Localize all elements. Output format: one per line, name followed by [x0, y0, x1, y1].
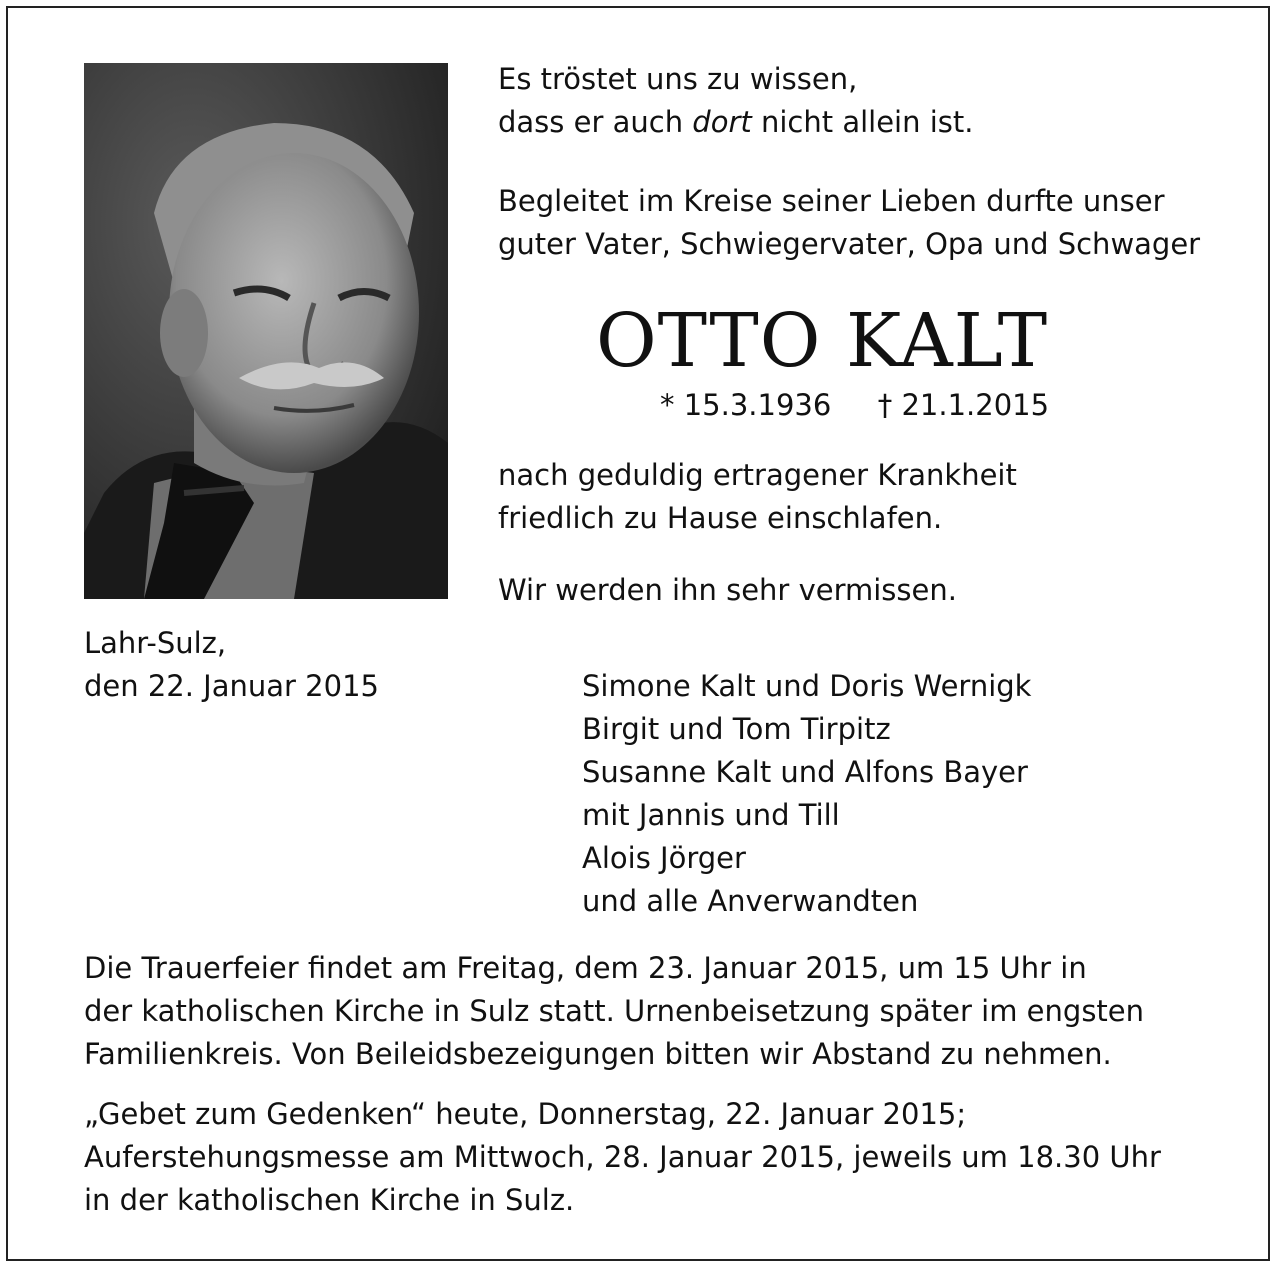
funeral-line: Familienkreis. Von Beileidsbezeigungen bitten wir Abstand zu nehmen. [84, 1037, 1112, 1071]
verse-line-2 [498, 101, 973, 144]
death-date: 21.1.2015 [901, 388, 1050, 422]
intro-line-2: guter Vater, Schwiegervater, Opa und Schwager [498, 227, 1201, 261]
funeral-notice [84, 947, 1144, 1076]
portrait-photo [84, 63, 448, 599]
prayer-line: in der katholischen Kirche in Sulz. [84, 1183, 575, 1217]
funeral-line: Die Trauerfeier findet am Freitag, dem 23. Januar 2015, um 15 Uhr in [84, 951, 1087, 985]
death-symbol: † [877, 388, 893, 422]
mourner-line: Alois Jörger [582, 841, 746, 875]
prayer-line: „Gebet zum Gedenken“ heute, Donnerstag, 22. Januar 2015; [84, 1097, 967, 1131]
verse-line-1: Es tröstet uns zu wissen, [498, 62, 858, 96]
date: den 22. Januar 2015 [84, 669, 379, 703]
verse-line-2-start: dass er auch [498, 105, 693, 139]
intro-block [498, 180, 1200, 266]
intro-line-1: Begleitet im Kreise seiner Lieben durfte unser [498, 184, 1165, 218]
birth-date: 15.3.1936 [683, 388, 832, 422]
passing-line-1: nach geduldig ertragener Krankheit [498, 458, 1017, 492]
mourner-line: Birgit und Tom Tirpitz [582, 712, 891, 746]
mourner-line: Simone Kalt und Doris Wernigk [582, 669, 1032, 703]
prayer-line: Auferstehungsmesse am Mittwoch, 28. Januar 2015, jeweils um 18.30 Uhr [84, 1140, 1161, 1174]
prayer-notice [84, 1093, 1161, 1222]
mourners-list [582, 665, 1031, 923]
place: Lahr-Sulz, [84, 626, 227, 660]
verse-block [498, 58, 973, 144]
verse-line-2-end: nicht allein ist. [751, 105, 974, 139]
funeral-line: der katholischen Kirche in Sulz statt. Urnenbeisetzung später im engsten [84, 994, 1145, 1028]
deceased-name: OTTO KALT [596, 298, 1049, 384]
mourner-line: und alle Anverwandten [582, 884, 919, 918]
birth-symbol: * [660, 388, 675, 422]
life-dates [660, 384, 1049, 427]
passing-block [498, 454, 1017, 540]
place-date-block [84, 622, 379, 708]
farewell-text: Wir werden ihn sehr vermissen. [498, 573, 957, 607]
passing-line-2: friedlich zu Hause einschlafen. [498, 501, 943, 535]
mourner-line: Susanne Kalt und Alfons Bayer [582, 755, 1028, 789]
verse-emphasis: dort [692, 105, 752, 139]
mourner-line: mit Jannis und Till [582, 798, 840, 832]
